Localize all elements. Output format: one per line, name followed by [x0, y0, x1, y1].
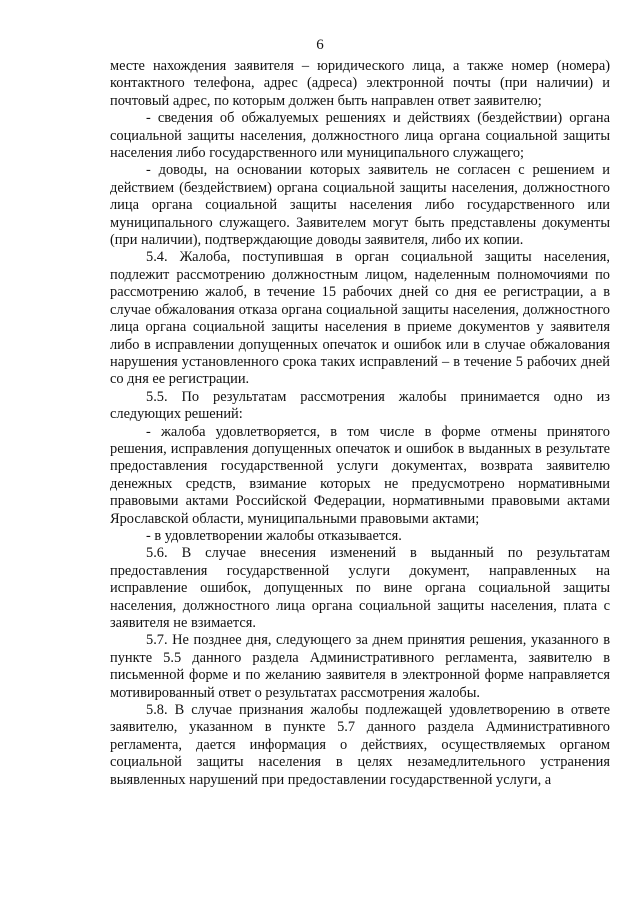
paragraph: - жалоба удовлетворяется, в том числе в форме отмены принятого решения, исправления допущенных опечаток и ошибок в выданных в результате предоставления государственной услуги документах, возврата заявителю денежных средств, взимание которых не предусмотрено нормативными правовыми актами Российской Федерации, нормативными правовыми актами Ярославской области, муниципальными правовыми актами; — [110, 423, 610, 527]
paragraph: 5.8. В случае признания жалобы подлежащей удовлетворению в ответе заявителю, указанном в пункте 5.7 данного раздела Административного регламента, дается информация о действиях, осуществляемых органом социальной защиты населения в целях незамедлительного устранения выявленных нарушений при предоставлении государственной услуги, а — [110, 702, 610, 788]
paragraph: 5.4. Жалоба, поступившая в орган социальной защиты населения, подлежит рассмотрению должностным лицом, наделенным полномочиями по рассмотрению жалоб, в течение 15 рабочих дней со дня ее регистрации, а в случае обжалования отказа органа социальной защиты населения, должностного лица органа социальной защиты населения в приеме документов у заявителя либо в исправлении допущенных опечаток и ошибок или в случае обжалования нарушения установленного срока таких исправлений – в течение 5 рабочих дней со дня ее регистрации. — [110, 249, 610, 388]
paragraph: месте нахождения заявителя – юридического лица, а также номер (номера) контактного телефона, адрес (адреса) электронной почты (при наличии) и почтовый адрес, по которым должен быть направлен ответ заявителю; — [110, 58, 610, 109]
paragraph: 5.6. В случае внесения изменений в выданный по результатам предоставления государственной услуги документ, направленных на исправление ошибок, допущенных по вине органа социальной защиты населения, должностного лица органа социальной защиты населения, плата с заявителя не взимается. — [110, 545, 610, 631]
paragraph: - в удовлетворении жалобы отказывается. — [146, 527, 402, 544]
paragraph: 5.7. Не позднее дня, следующего за днем принятия решения, указанного в пункте 5.5 данного раздела Административного регламента, заявителю в письменной форме и по желанию заявителя в электронной форме направляется мотивированный ответ о результатах рассмотрения жалобы. — [110, 632, 610, 701]
paragraph: - доводы, на основании которых заявитель не согласен с решением и действием (бездействием) органа социальной защиты населения, должностного лица органа социальной защиты населения либо государственного или муниципального служащего. Заявителем могут быть представлены документы (при наличии), подтверждающие доводы заявителя, либо их копии. — [110, 162, 610, 249]
document-body — [110, 58, 610, 789]
paragraph: - сведения об обжалуемых решениях и действиях (бездействии) органа социальной защиты населения, должностного лица органа социальной защиты населения либо государственного или муниципального служащего; — [110, 110, 610, 162]
page-number: 6 — [316, 37, 324, 53]
paragraph: 5.5. По результатам рассмотрения жалобы принимается одно из следующих решений: — [110, 388, 610, 423]
